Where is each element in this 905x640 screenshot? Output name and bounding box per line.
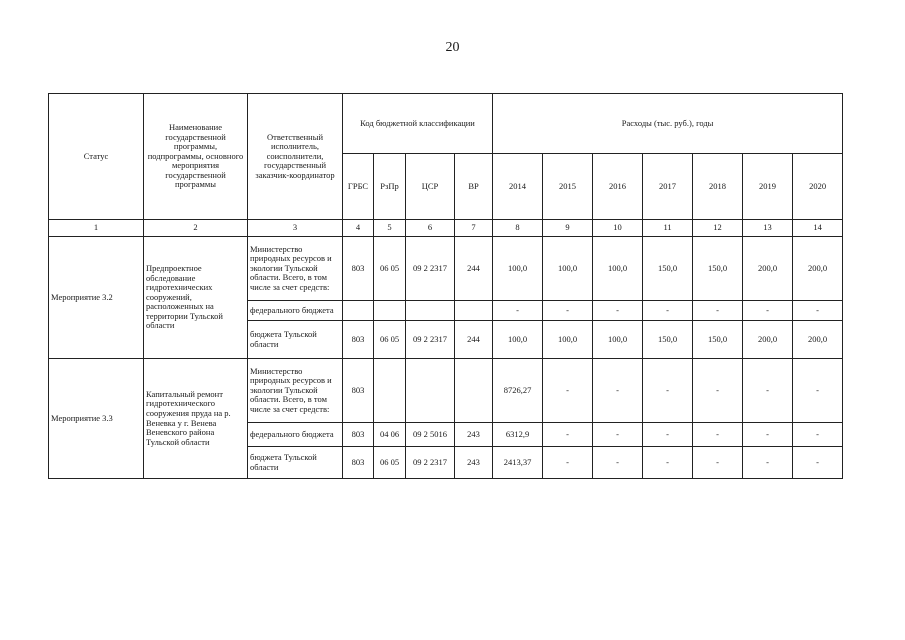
header-year: 2020	[793, 154, 843, 220]
column-number: 7	[455, 220, 493, 237]
row-csr: 09 2 2317	[406, 447, 455, 479]
column-number: 3	[248, 220, 343, 237]
row-value: -	[743, 359, 793, 423]
row-csr	[406, 301, 455, 321]
column-number: 1	[49, 220, 144, 237]
header-budget-code: Код бюджетной классификации	[343, 94, 493, 154]
row-grbs	[343, 301, 374, 321]
row-value: 150,0	[643, 237, 693, 301]
row-value: -	[643, 447, 693, 479]
row-value: -	[743, 423, 793, 447]
row-value: -	[593, 359, 643, 423]
header-row	[49, 94, 843, 154]
row-value: 8726,27	[493, 359, 543, 423]
row-value: -	[593, 447, 643, 479]
row-responsible: Министерство природных ресурсов и экологии Тульской области. Всего, в том числе за счет средств:	[248, 237, 343, 301]
row-value: -	[693, 447, 743, 479]
table-row	[49, 237, 843, 301]
header-year: 2014	[493, 154, 543, 220]
row-grbs: 803	[343, 359, 374, 423]
row-csr	[406, 359, 455, 423]
header-year: 2018	[693, 154, 743, 220]
row-value: -	[793, 359, 843, 423]
header-rzpr: РзПр	[374, 154, 406, 220]
column-number: 6	[406, 220, 455, 237]
row-responsible: федерального бюджета	[248, 423, 343, 447]
row-value: -	[743, 301, 793, 321]
row-value: -	[543, 301, 593, 321]
row-csr: 09 2 5016	[406, 423, 455, 447]
row-value: -	[793, 423, 843, 447]
header-year: 2017	[643, 154, 693, 220]
header-year: 2019	[743, 154, 793, 220]
row-name: Капитальный ремонт гидротехнического сооружения пруда на р. Веневка у г. Венева Веневского района Тульской области	[144, 359, 248, 479]
row-value: -	[543, 447, 593, 479]
row-csr: 09 2 2317	[406, 237, 455, 301]
row-value: 100,0	[543, 237, 593, 301]
row-status: Мероприятие 3.2	[49, 237, 144, 359]
budget-table	[48, 93, 843, 479]
row-csr: 09 2 2317	[406, 321, 455, 359]
row-value: -	[693, 359, 743, 423]
row-value: -	[643, 423, 693, 447]
row-rzpr: 04 06	[374, 423, 406, 447]
row-vr: 244	[455, 321, 493, 359]
row-value: -	[543, 359, 593, 423]
row-vr	[455, 359, 493, 423]
header-expenses: Расходы (тыс. руб.), годы	[493, 94, 843, 154]
page-number: 20	[445, 40, 460, 55]
row-value: 100,0	[493, 237, 543, 301]
row-vr: 243	[455, 447, 493, 479]
row-rzpr: 06 05	[374, 237, 406, 301]
header-responsible: Ответственный исполнитель, соисполнители, государственный заказчик-координатор	[248, 94, 343, 220]
row-value: -	[593, 423, 643, 447]
column-number: 5	[374, 220, 406, 237]
row-value: -	[593, 301, 643, 321]
row-name: Предпроектное обследование гидротехнических сооружений, расположенных на территории Тульской области	[144, 237, 248, 359]
row-grbs: 803	[343, 447, 374, 479]
row-value: 100,0	[593, 321, 643, 359]
column-number: 8	[493, 220, 543, 237]
column-number-row	[49, 220, 843, 237]
row-rzpr	[374, 301, 406, 321]
row-value: 150,0	[693, 321, 743, 359]
row-value: 200,0	[743, 321, 793, 359]
row-grbs: 803	[343, 237, 374, 301]
row-responsible: федерального бюджета	[248, 301, 343, 321]
row-value: 200,0	[793, 321, 843, 359]
row-value: 200,0	[743, 237, 793, 301]
header-csr: ЦСР	[406, 154, 455, 220]
row-responsible: бюджета Тульской области	[248, 447, 343, 479]
row-value: 200,0	[793, 237, 843, 301]
row-value: -	[693, 301, 743, 321]
table-row	[49, 359, 843, 423]
column-number: 14	[793, 220, 843, 237]
row-responsible: бюджета Тульской области	[248, 321, 343, 359]
row-value: -	[643, 359, 693, 423]
column-number: 2	[144, 220, 248, 237]
row-value: -	[543, 423, 593, 447]
header-year: 2016	[593, 154, 643, 220]
row-rzpr: 06 05	[374, 447, 406, 479]
row-value: 150,0	[643, 321, 693, 359]
row-value: -	[793, 447, 843, 479]
row-value: 100,0	[543, 321, 593, 359]
row-responsible: Министерство природных ресурсов и экологии Тульской области. Всего, в том числе за счет средств:	[248, 359, 343, 423]
header-grbs: ГРБС	[343, 154, 374, 220]
row-grbs: 803	[343, 321, 374, 359]
column-number: 11	[643, 220, 693, 237]
row-vr: 244	[455, 237, 493, 301]
column-number: 13	[743, 220, 793, 237]
row-value: -	[793, 301, 843, 321]
row-value: 2413,37	[493, 447, 543, 479]
row-rzpr: 06 05	[374, 321, 406, 359]
row-rzpr	[374, 359, 406, 423]
row-value: 6312,9	[493, 423, 543, 447]
column-number: 10	[593, 220, 643, 237]
row-vr: 243	[455, 423, 493, 447]
row-value: -	[693, 423, 743, 447]
row-value: -	[743, 447, 793, 479]
row-grbs: 803	[343, 423, 374, 447]
header-name: Наименование государственной программы, подпрограммы, основного мероприятия государственной программы	[144, 94, 248, 220]
row-value: 100,0	[493, 321, 543, 359]
column-number: 9	[543, 220, 593, 237]
header-vr: ВР	[455, 154, 493, 220]
row-value: 100,0	[593, 237, 643, 301]
row-vr	[455, 301, 493, 321]
row-value: -	[493, 301, 543, 321]
row-value: -	[643, 301, 693, 321]
column-number: 12	[693, 220, 743, 237]
header-status: Статус	[49, 94, 144, 220]
row-status: Мероприятие 3.3	[49, 359, 144, 479]
header-year: 2015	[543, 154, 593, 220]
column-number: 4	[343, 220, 374, 237]
row-value: 150,0	[693, 237, 743, 301]
